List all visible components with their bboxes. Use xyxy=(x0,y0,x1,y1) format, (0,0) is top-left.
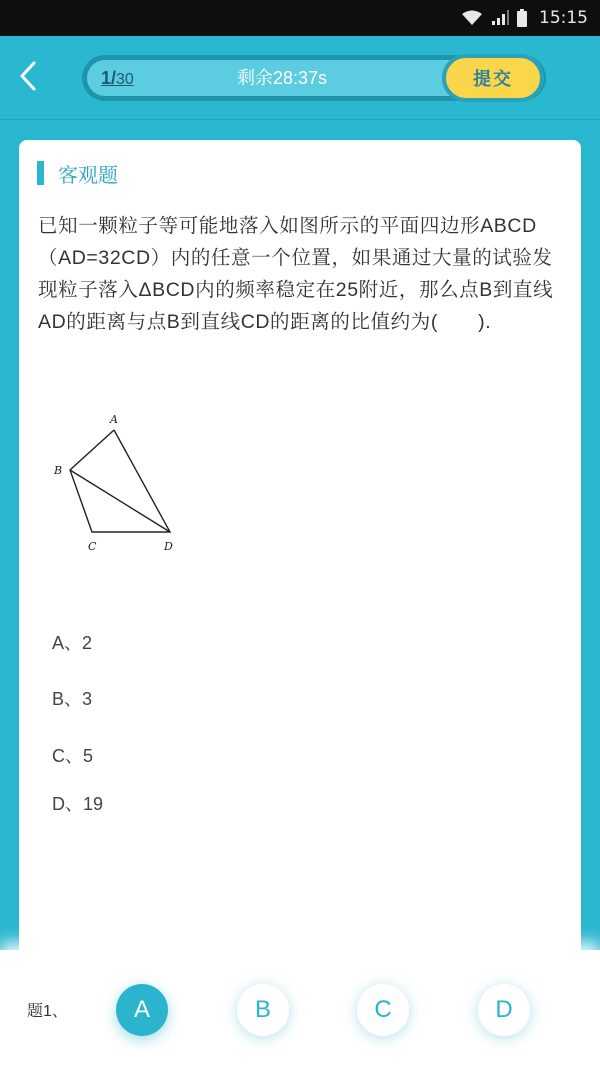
diagonal-bd xyxy=(70,470,170,532)
progress-track xyxy=(87,60,541,96)
submit-button[interactable]: 提交 xyxy=(442,54,544,102)
back-button[interactable] xyxy=(10,56,46,100)
progress-total: 30 xyxy=(116,71,134,88)
label-b: B xyxy=(54,464,63,477)
answer-button-b[interactable]: B xyxy=(237,984,289,1036)
question-number-label: 题1、 xyxy=(27,1003,68,1020)
answer-button-d[interactable]: D xyxy=(478,984,530,1036)
label-c: C xyxy=(88,540,97,553)
section-marker xyxy=(37,161,44,185)
chevron-left-icon xyxy=(18,60,38,97)
question-text: 已知一颗粒子等可能地落入如图所示的平面四边形ABCD（AD=32CD）内的任意一个位置，如果通过大量的试验发现粒子落入ΔBCD内的频率稳定在25附近，那么点B到直线AD的距离与点B到直线CD的距离的比值约为( ). xyxy=(38,215,554,333)
label-d: D xyxy=(164,540,173,553)
question-progress xyxy=(101,60,134,96)
quadrilateral-outline xyxy=(70,430,170,532)
wifi-icon xyxy=(461,10,483,26)
label-a: A xyxy=(110,413,118,426)
option-d[interactable]: D、19 xyxy=(52,794,104,814)
option-b[interactable]: B、3 xyxy=(52,689,93,709)
section-title xyxy=(37,160,118,186)
header xyxy=(0,36,600,120)
option-c[interactable]: C、5 xyxy=(52,746,94,766)
answer-button-c[interactable]: C xyxy=(357,984,409,1036)
progress-current: 1/ xyxy=(101,68,117,88)
question-card xyxy=(19,140,581,970)
progress-pill xyxy=(82,55,546,101)
answer-button-a[interactable]: A xyxy=(116,984,168,1036)
status-bar xyxy=(0,0,600,36)
option-a[interactable]: A、2 xyxy=(52,633,93,653)
section-title-text: 客观题 xyxy=(58,164,118,187)
quadrilateral-figure xyxy=(51,406,201,556)
signal-icon xyxy=(491,10,509,26)
battery-icon xyxy=(517,9,527,27)
countdown-timer: 剩余28:37s xyxy=(237,68,328,88)
status-time: 15:15 xyxy=(539,8,588,28)
answer-bar xyxy=(0,950,600,1065)
